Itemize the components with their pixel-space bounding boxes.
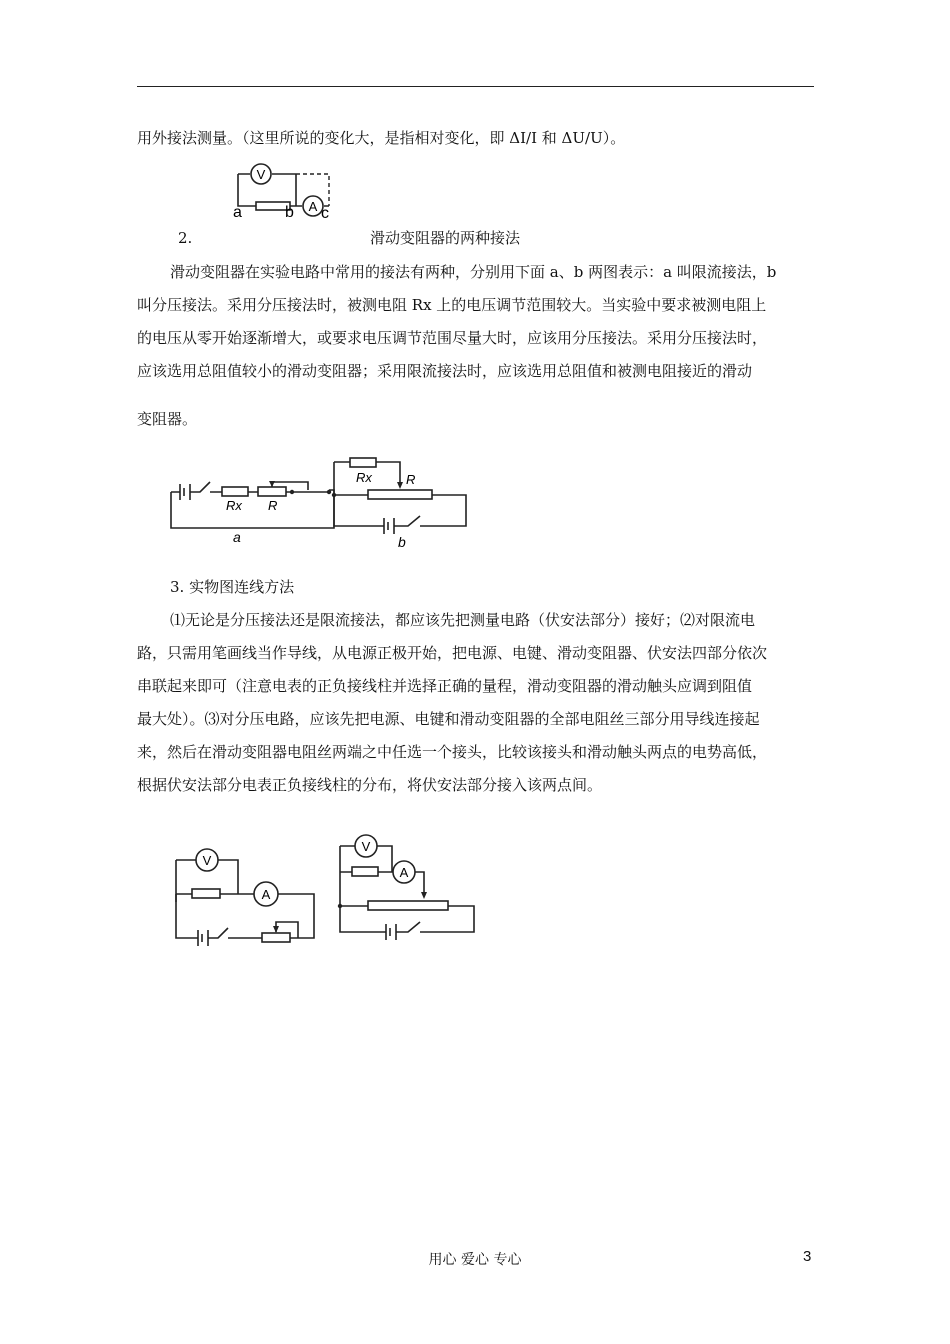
para3-line-1: ⑴无论是分压接法还是限流接法，都应该先把测量电路（伏安法部分）接好；⑵对限流电 [170, 611, 756, 629]
meter-connection-diagram [228, 158, 338, 220]
para3-line-2: 路，只需用笔画线当作导线，从电源正极开始，把电源、电键、滑动变阻器、伏安法四部分依次 [137, 644, 768, 662]
para3-line-4: 最大处）。⑶对分压电路，应该先把电源、电键和滑动变阻器的全部电阻丝三部分用导线连接起 [137, 710, 760, 728]
divider-physical-wiring-diagram [334, 832, 479, 942]
caption-b: b [398, 534, 406, 550]
voltmeter-label-left: V [202, 853, 212, 868]
para2-line-3: 的电压从零开始逐渐增大，或要求电压调节范围尽量大时，应该用分压接法。采用分压接法时， [137, 329, 768, 347]
intro-line: 用外接法测量。（这里所说的变化大，是指相对变化，即 ΔI/I 和 ΔU/U）。 [137, 129, 626, 147]
para3-line-6: 根据伏安法部分电表正负接线柱的分布，将伏安法部分接入该两点间。 [137, 776, 603, 794]
rx-label-b: Rx [356, 470, 372, 485]
page-number: 3 [803, 1248, 812, 1265]
voltmeter-label: V [256, 167, 266, 182]
ammeter-label-right: A [399, 865, 409, 880]
r-label-a: R [268, 498, 278, 513]
point-a-label: a [233, 204, 242, 221]
para3-line-3: 串联起来即可（注意电表的正负接线柱并选择正确的量程，滑动变阻器的滑动触头应调到阻值 [137, 677, 753, 695]
rx-label-a: Rx [226, 498, 242, 513]
ammeter-label-left: A [261, 887, 271, 902]
section2-title: 滑动变阻器的两种接法 [370, 229, 521, 247]
point-b-label: b [285, 204, 294, 221]
voltmeter-label-right: V [361, 839, 371, 854]
ammeter-label: A [308, 199, 318, 214]
para2-line-5: 变阻器。 [137, 410, 198, 428]
point-c-label: c [321, 205, 329, 222]
para2-line-1: 滑动变阻器在实验电路中常用的接法有两种，分别用下面 a、b 两图表示：a 叫限流接法，b [170, 263, 777, 281]
caption-a: a [233, 529, 241, 545]
section3-title: 3. 实物图连线方法 [170, 578, 295, 596]
section2-number: 2. [178, 229, 193, 247]
header-rule [137, 86, 814, 87]
para2-line-2: 叫分压接法。采用分压接法时，被测电阻 Rx 上的电压调节范围较大。当实验中要求被测电阻上 [137, 296, 767, 314]
voltage-divider-circuit-diagram [330, 458, 470, 550]
para3-line-5: 来，然后在滑动变阻器电阻丝两端之中任选一个接头，比较该接头和滑动触头两点的电势高低， [137, 743, 768, 761]
page-footer: 用心 爱心 专心 [428, 1252, 522, 1268]
para2-line-4: 应该选用总阻值较小的滑动变阻器；采用限流接法时，应该选用总阻值和被测电阻接近的滑动 [137, 362, 753, 380]
r-label-b: R [406, 472, 416, 487]
current-limiting-circuit-diagram [168, 466, 338, 548]
limiting-physical-wiring-diagram [172, 846, 322, 946]
